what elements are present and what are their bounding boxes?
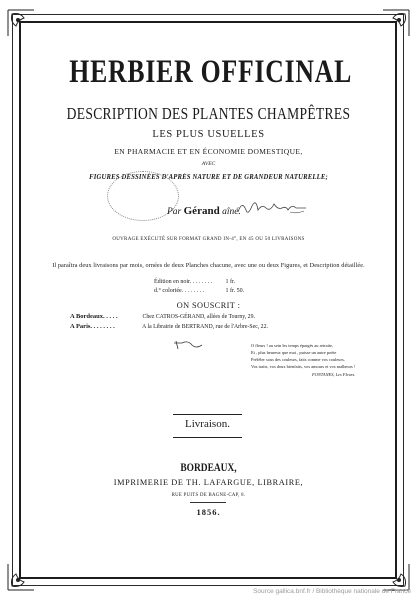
format-line: OUVRAGE EXÉCUTÉ SUR FORMAT GRAND IN-4°, EN 45 OU 50 LIVRAISONS (112, 237, 305, 242)
location-address: Chez CATROS-GÉRAND, allées de Tourny, 29. (142, 314, 255, 320)
ink-flourish (172, 337, 212, 355)
quote-line: Et , plus heureux que moi , puisse un autre poète (251, 350, 337, 355)
imprint-printer: IMPRIMERIE DE TH. LAFARGUE, LIBRAIRE, (113, 478, 304, 487)
author-suffix: aîné. (222, 207, 241, 217)
publication-line: Il paraîtra deux livraisons par mois, ornées de deux Planches chacune, avec une ou deux Figures, et Description détaillée. (52, 262, 365, 269)
quote-line: Vos traits, vos doux bienfaits, vos amours et vos malheurs ! (251, 364, 356, 369)
price-label: Édition en noir. . . . . . . . (154, 279, 213, 285)
location-row (70, 313, 255, 320)
corner-ornament-icon (6, 562, 36, 592)
imprint-address: RUE PUITS DE BAGNE-CAP, 8. (171, 493, 246, 498)
price-row (154, 279, 235, 285)
subscribe-heading: ON SOUSCRIT : (176, 301, 241, 310)
subtitle-line-pharmacie: EN PHARMACIE ET EN ÉCONOMIE DOMESTIQUE, (114, 147, 303, 156)
location-row (70, 323, 268, 330)
source-credit: Source gallica.bnf.fr / Bibliothèque nationale de France (253, 588, 411, 595)
quote-line: O fleurs ! au sein les temps épargés au retraite, (251, 343, 334, 348)
price-value: 1 fr. (225, 279, 236, 285)
handwritten-signature (236, 196, 308, 220)
author-line (167, 205, 241, 217)
quote-attribution: FONTANES, Les Fleurs. (312, 372, 356, 377)
location-address: A la Librairie de BERTRAND, rue de l'Arbre-Sec, 22. (142, 324, 268, 330)
subtitle-line-avec: AVEC (201, 161, 216, 167)
subtitle-line-figures: FIGURES DESSINÉES D'APRÈS NATURE ET DE GRANDEUR NATURELLE; (89, 173, 328, 181)
author-prefix: Par (167, 207, 182, 217)
subtitle-line-usuelles: LES PLUS USUELLES (152, 129, 265, 140)
price-row (154, 288, 244, 294)
imprint-city: BORDEAUX, (180, 462, 237, 474)
divider-rule (190, 502, 226, 503)
divider-rule (173, 414, 242, 415)
divider-rule (173, 437, 242, 438)
imprint-year: 1856. (196, 507, 221, 517)
page-subtitle: DESCRIPTION DES PLANTES CHAMPÊTRES (66, 104, 351, 123)
issue-label: Livraison. (185, 418, 230, 430)
price-value: 1 fr. 50. (225, 288, 245, 294)
location-city: A Bordeaux. . . . . (70, 313, 118, 320)
location-city: A Paris. . . . . . . . (70, 323, 115, 330)
corner-ornament-icon (6, 8, 36, 38)
price-label: d.° coloriée. . . . . . . . (154, 288, 205, 294)
quote-line: Préféler sous des couleurs, faits comme vos couleurs, (251, 357, 345, 362)
author-name: Gérand (183, 205, 220, 217)
page-title: HERBIER OFFICINAL (69, 54, 353, 90)
corner-ornament-icon (381, 8, 411, 38)
